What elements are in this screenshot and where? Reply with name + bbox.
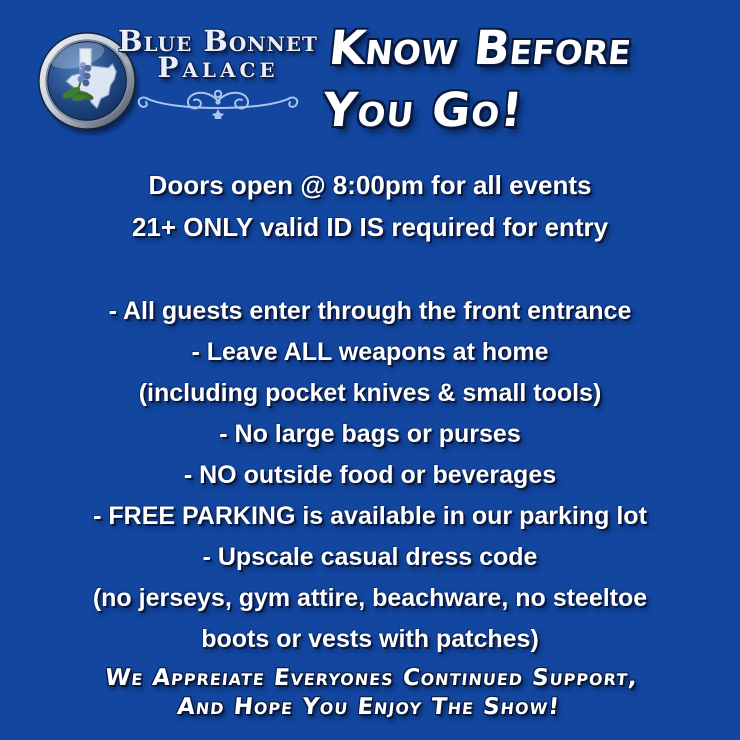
rule-no-weapons: - Leave ALL weapons at home	[191, 338, 549, 366]
logo-name-line2: Palace	[157, 51, 279, 85]
footer-line-support: We Appreiate Everyones Continued Support,	[103, 665, 640, 691]
page-title-line1: Know Before	[326, 21, 634, 76]
blue-bonnet-palace-wordmark	[108, 26, 328, 119]
rule-dress-code-detail-2: boots or vests with patches)	[201, 625, 539, 653]
footer-line-enjoy-show: And Hope You Enjoy The Show!	[175, 694, 562, 720]
rule-front-entrance: - All guests enter through the front entrance	[108, 297, 632, 325]
rules-list	[0, 291, 740, 660]
scroll-flourish-icon	[130, 85, 306, 119]
rule-dress-code-detail-1: (no jerseys, gym attire, beachware, no steeltoe	[92, 584, 648, 612]
intro-line-doors-open: Doors open @ 8:00pm for all events	[148, 170, 592, 200]
rule-free-parking: - FREE PARKING is available in our parking lot	[93, 502, 647, 530]
rule-dress-code: - Upscale casual dress code	[202, 543, 538, 571]
footer-message	[0, 664, 740, 722]
rule-no-outside-food: - NO outside food or beverages	[183, 461, 557, 489]
page-title-line2: You Go!	[319, 83, 526, 138]
intro-line-age-id: 21+ ONLY valid ID IS required for entry	[131, 212, 609, 242]
intro-text	[0, 164, 740, 248]
rule-no-weapons-detail: (including pocket knives & small tools)	[138, 379, 602, 407]
logo-name-line1: Blue Bonnet	[118, 24, 318, 58]
rule-no-large-bags: - No large bags or purses	[219, 420, 521, 448]
page-title	[319, 18, 736, 142]
